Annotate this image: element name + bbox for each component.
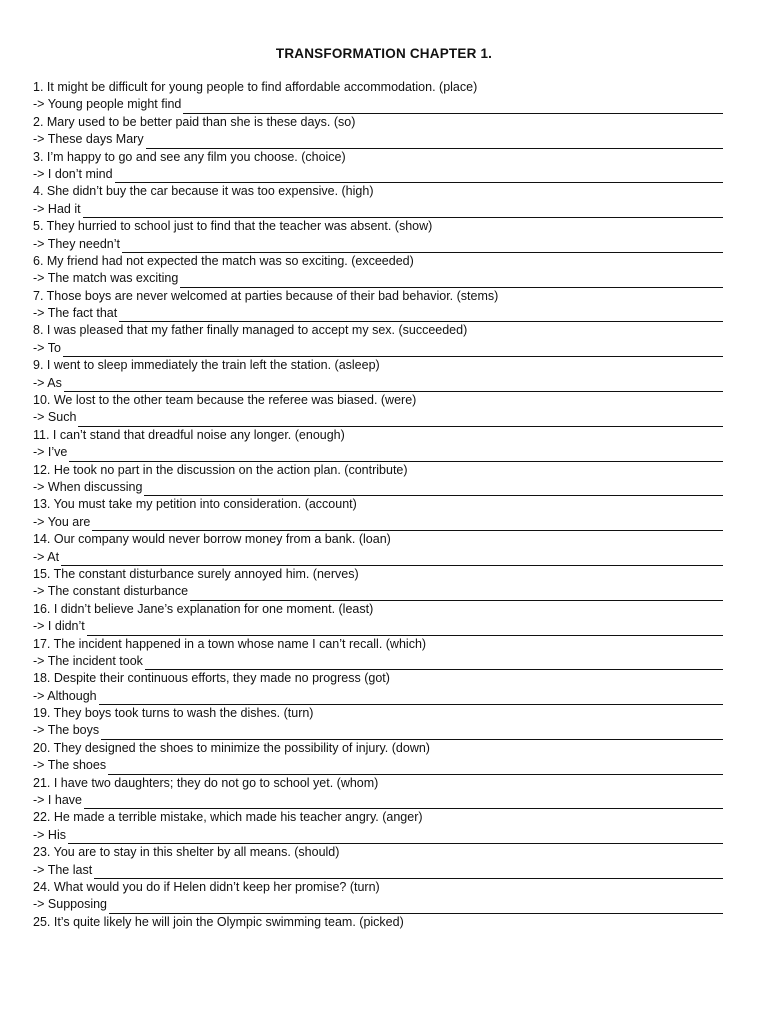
- answer-blank[interactable]: [145, 656, 723, 670]
- exercise-question: 11. I can’t stand that dreadful noise any longer. (enough): [33, 427, 345, 442]
- exercise-question: 6. My friend had not expected the match was so exciting. (exceeded): [33, 253, 414, 268]
- exercise-question: 24. What would you do if Helen didn’t keep her promise? (turn): [33, 879, 380, 894]
- answer-prompt: -> The match was exciting: [33, 271, 179, 286]
- answer-blank[interactable]: [115, 169, 723, 183]
- exercise-list: [33, 79, 723, 931]
- answer-line: [33, 896, 723, 913]
- answer-blank[interactable]: [69, 448, 723, 462]
- answer-line: [33, 166, 723, 183]
- answer-blank[interactable]: [109, 900, 723, 914]
- answer-blank[interactable]: [61, 552, 723, 566]
- answer-blank[interactable]: [63, 343, 723, 357]
- answer-prompt: -> They needn’t: [33, 236, 120, 251]
- answer-blank[interactable]: [94, 865, 723, 879]
- answer-prompt: -> You are: [33, 514, 91, 529]
- exercise-question: 9. I went to sleep immediately the train left the station. (asleep): [33, 358, 380, 373]
- answer-blank[interactable]: [64, 378, 723, 392]
- exercise-question: 7. Those boys are never welcomed at parties because of their bad behavior. (stems): [33, 288, 499, 303]
- exercise-question: 22. He made a terrible mistake, which made his teacher angry. (anger): [33, 810, 423, 825]
- exercise-question: 13. You must take my petition into consideration. (account): [33, 497, 357, 512]
- exercise-question: 5. They hurried to school just to find that the teacher was absent. (show): [33, 219, 433, 234]
- answer-blank[interactable]: [190, 587, 723, 601]
- answer-line: [33, 375, 723, 392]
- exercise-question: 14. Our company would never borrow money from a bank. (loan): [33, 532, 391, 547]
- answer-prompt: -> Such: [33, 410, 77, 425]
- answer-blank[interactable]: [119, 308, 723, 322]
- exercise-question: 8. I was pleased that my father finally managed to accept my sex. (succeeded): [33, 323, 468, 338]
- answer-prompt: -> The fact that: [33, 306, 118, 321]
- answer-blank[interactable]: [84, 795, 723, 809]
- answer-prompt: -> The constant disturbance: [33, 584, 189, 599]
- answer-prompt: -> At: [33, 549, 60, 564]
- answer-prompt: -> Although: [33, 688, 97, 703]
- worksheet-title: TRANSFORMATION CHAPTER 1.: [275, 46, 493, 61]
- exercise-question: 18. Despite their continuous efforts, they made no progress (got): [33, 671, 390, 686]
- exercise-question: 10. We lost to the other team because the referee was biased. (were): [33, 393, 417, 408]
- answer-line: [33, 96, 723, 113]
- exercise-question: 25. It’s quite likely he will join the Olympic swimming team. (picked): [33, 914, 404, 929]
- answer-prompt: -> When discussing: [33, 479, 143, 494]
- answer-prompt: -> His: [33, 827, 66, 842]
- answer-line: [33, 618, 723, 635]
- answer-prompt: -> I’ve: [33, 445, 68, 460]
- answer-prompt: -> I didn’t: [33, 619, 85, 634]
- answer-blank[interactable]: [180, 274, 723, 288]
- exercise-question: 15. The constant disturbance surely annoyed him. (nerves): [33, 566, 359, 581]
- answer-blank[interactable]: [99, 691, 723, 705]
- answer-line: [33, 514, 723, 531]
- answer-prompt: -> I have: [33, 793, 82, 807]
- answer-blank[interactable]: [87, 622, 723, 636]
- exercise-question: 17. The incident happened in a town whose name I can’t recall. (which): [33, 636, 427, 651]
- answer-line: [33, 270, 723, 287]
- answer-line: [33, 479, 723, 496]
- answer-line: [33, 722, 723, 739]
- answer-blank[interactable]: [83, 204, 723, 218]
- exercise-question: 19. They boys took turns to wash the dishes. (turn): [33, 706, 314, 721]
- answer-line: [33, 549, 723, 566]
- answer-line: [33, 236, 723, 253]
- exercise-question: 12. He took no part in the discussion on the action plan. (contribute): [33, 462, 408, 477]
- answer-prompt: -> The shoes: [33, 758, 107, 773]
- answer-line: [33, 653, 723, 670]
- exercise-question: 21. I have two daughters; they do not go to school yet. (whom): [33, 775, 379, 790]
- answer-line: [33, 688, 723, 705]
- exercise-question: 1. It might be difficult for young people to find affordable accommodation. (place): [33, 80, 478, 94]
- answer-line: [33, 583, 723, 600]
- exercise-question: 20. They designed the shoes to minimize the possibility of injury. (down): [33, 740, 430, 755]
- exercise-question: 2. Mary used to be better paid than she is these days. (so): [33, 114, 356, 129]
- exercise-question: 4. She didn’t buy the car because it was too expensive. (high): [33, 184, 374, 199]
- answer-line: [33, 827, 723, 844]
- answer-line: [33, 201, 723, 218]
- answer-blank[interactable]: [108, 761, 723, 775]
- answer-blank[interactable]: [146, 135, 723, 149]
- answer-line: [33, 305, 723, 322]
- answer-line: [33, 409, 723, 426]
- answer-blank[interactable]: [144, 482, 723, 496]
- answer-line: [33, 444, 723, 461]
- exercise-question: 23. You are to stay in this shelter by all means. (should): [33, 845, 340, 860]
- answer-prompt: -> To: [33, 340, 61, 355]
- answer-line: [33, 757, 723, 774]
- exercise-question: 16. I didn’t believe Jane’s explanation for one moment. (least): [33, 601, 374, 616]
- answer-prompt: -> I don’t mind: [33, 166, 113, 181]
- answer-blank[interactable]: [92, 517, 723, 531]
- answer-blank[interactable]: [122, 239, 723, 253]
- exercise-question: 3. I’m happy to go and see any film you choose. (choice): [33, 149, 346, 164]
- answer-prompt: -> These days Mary: [33, 132, 144, 147]
- answer-blank[interactable]: [183, 100, 723, 114]
- answer-prompt: -> As: [33, 375, 62, 390]
- answer-line: [33, 862, 723, 879]
- answer-line: [33, 340, 723, 357]
- answer-line: [33, 792, 723, 809]
- answer-blank[interactable]: [68, 830, 723, 844]
- answer-prompt: -> Young people might find: [33, 97, 182, 112]
- answer-blank[interactable]: [78, 413, 723, 427]
- answer-line: [33, 131, 723, 148]
- answer-prompt: -> The last: [33, 862, 93, 877]
- answer-prompt: -> The incident took: [33, 653, 143, 668]
- answer-blank[interactable]: [101, 726, 723, 740]
- answer-prompt: -> Supposing: [33, 897, 108, 912]
- answer-prompt: -> Had it: [33, 201, 81, 216]
- answer-prompt: -> The boys: [33, 723, 100, 738]
